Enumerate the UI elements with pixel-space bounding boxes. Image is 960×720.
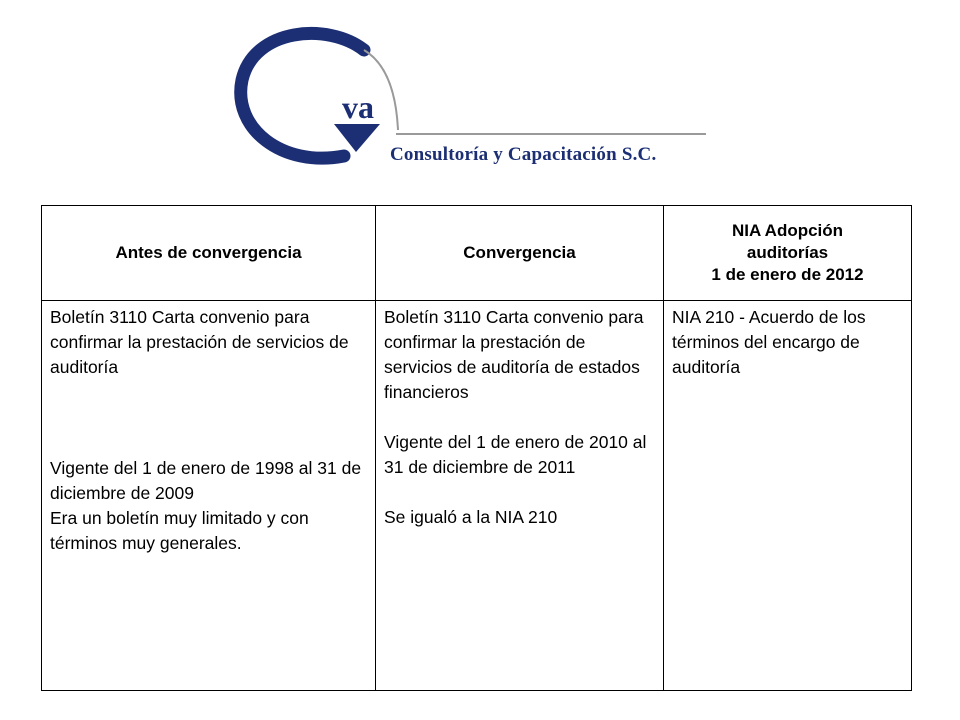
cell-text: Vigente del 1 de enero de 1998 al 31 de diciembre de 2009 [50,458,362,503]
cell-text: Boletín 3110 Carta convenio para confirmar la prestación de servicios de auditoría [50,307,349,377]
cell-text: Vigente del 1 de enero de 2010 al 31 de diciembre de 2011 [384,432,647,477]
header-nia-adopcion [664,206,912,301]
cell-text: Boletín 3110 Carta convenio para confirmar la prestación de servicios de auditoría de estados financieros [384,307,644,402]
cell-text: NIA 210 - Acuerdo de los términos del encargo de auditoría [672,307,866,377]
cell-antes-de-convergencia [42,301,376,691]
header-line: auditorías [746,243,829,262]
logo-letters: va [342,89,374,125]
header-antes-de-convergencia [42,206,376,301]
cell-text: Era un boletín muy limitado y con términos muy generales. [50,508,309,553]
table-header-row [42,206,912,301]
company-name: Consultoría y Capacitación S.C. [390,144,657,165]
header-line: Convergencia [463,243,576,262]
cell-convergencia [376,301,664,691]
company-logo [236,28,716,168]
header-line: Antes de convergencia [115,243,302,262]
table-row [42,301,912,691]
comparison-table [41,205,912,691]
cell-nia-adopcion [664,301,912,691]
logo-g-crossbar [334,124,380,152]
header-line: NIA Adopción [731,221,844,240]
header-convergencia [376,206,664,301]
cell-text: Se igualó a la NIA 210 [384,507,558,527]
header-line: 1 de enero de 2012 [711,265,864,284]
